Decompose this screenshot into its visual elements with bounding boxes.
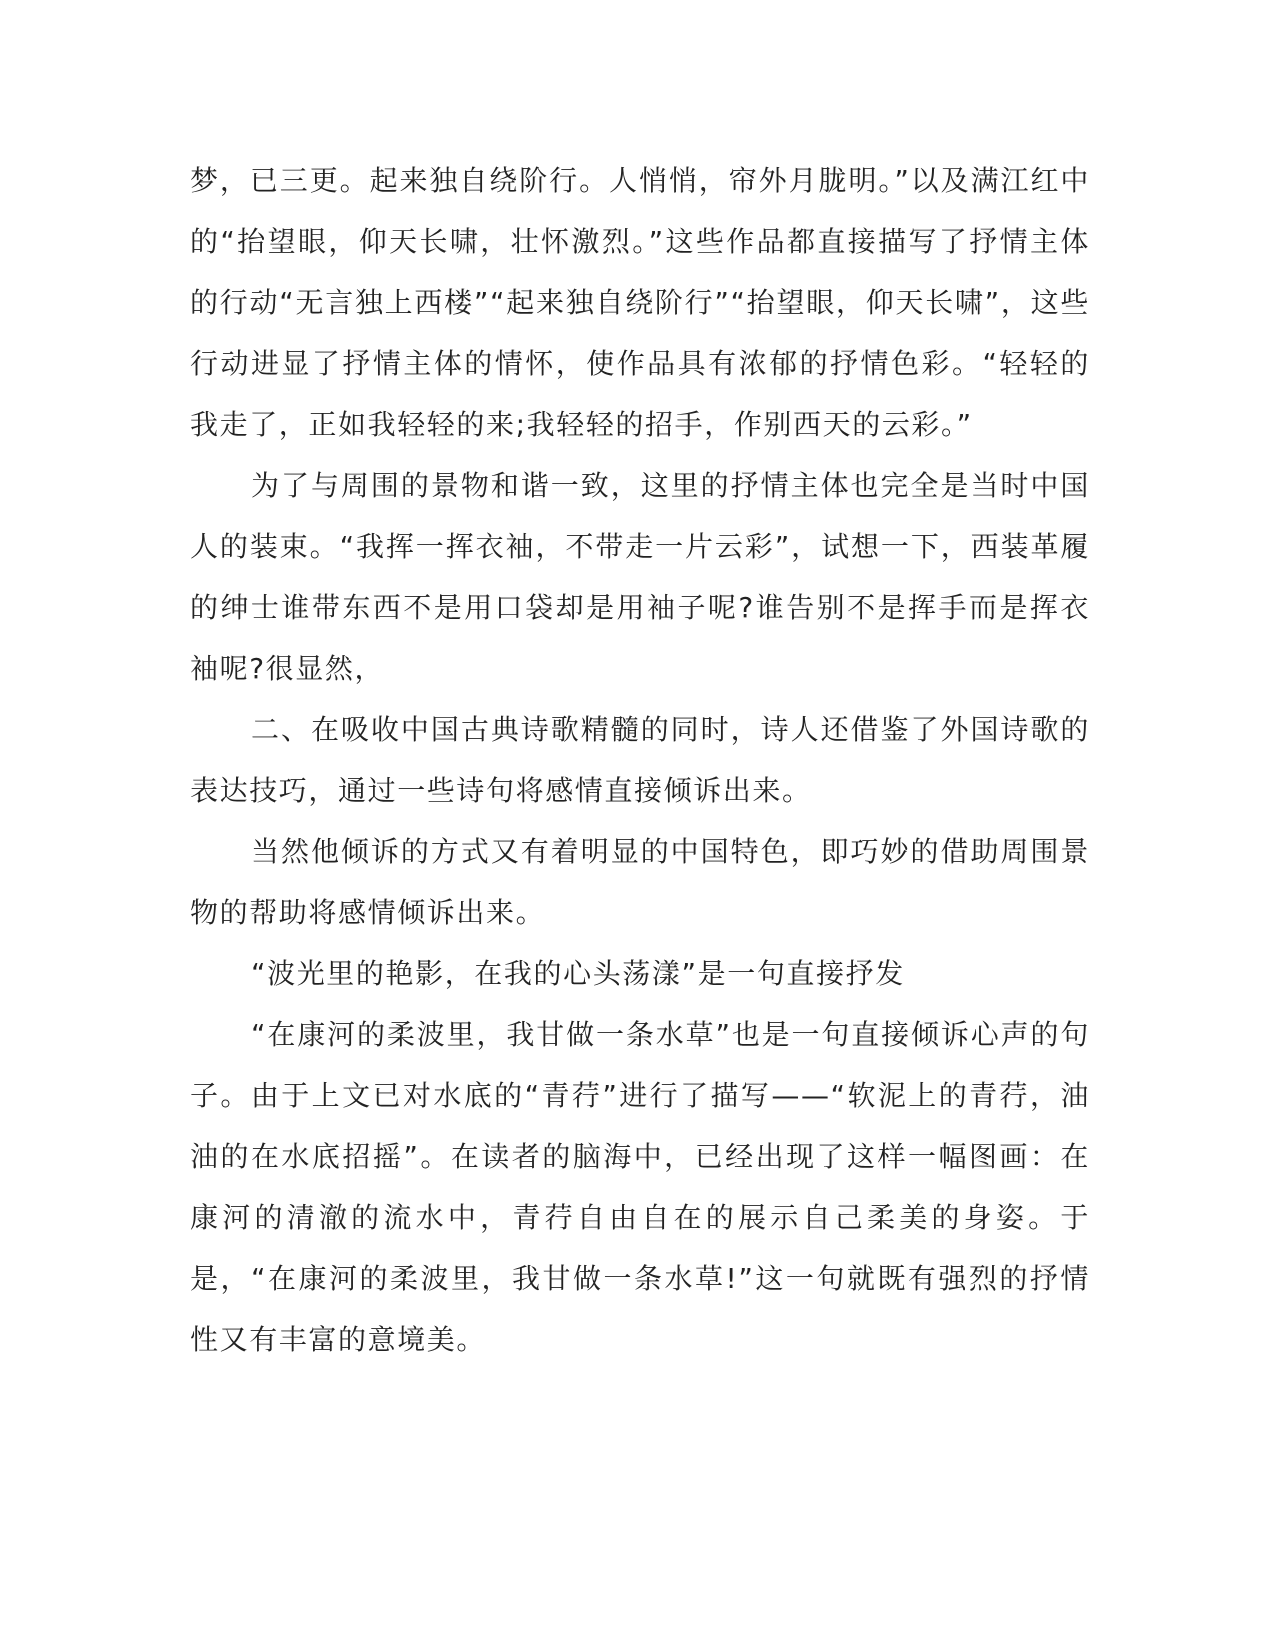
document-body (190, 150, 1090, 1370)
paragraph-3: 二、在吸收中国古典诗歌精髓的同时，诗人还借鉴了外国诗歌的表达技巧，通过一些诗句将感情直接倾诉出来。 (190, 713, 1090, 807)
paragraph-2: 为了与周围的景物和谐一致，这里的抒情主体也完全是当时中国人的装束。“我挥一挥衣袖，不带走一片云彩”，试想一下，西装革履的绅士谁带东西不是用口袋却是用袖子呢?谁告别不是挥手而是挥衣袖呢?很显然， (190, 469, 1090, 685)
paragraph-6: “在康河的柔波里，我甘做一条水草”也是一句直接倾诉心声的句子。由于上文已对水底的“青荇”进行了描写——“软泥上的青荇，油油的在水底招摇”。在读者的脑海中，已经出现了这样一幅图画：在康河的清澈的流水中，青荇自由自在的展示自己柔美的身姿。于是，“在康河的柔波里，我甘做一条水草!”这一句就既有强烈的抒情性又有丰富的意境美。 (190, 1018, 1090, 1356)
paragraph-4: 当然他倾诉的方式又有着明显的中国特色，即巧妙的借助周围景物的帮助将感情倾诉出来。 (190, 835, 1090, 929)
paragraph-1: 梦，已三更。起来独自绕阶行。人悄悄，帘外月胧明。”以及满江红中的“抬望眼，仰天长啸，壮怀激烈。”这些作品都直接描写了抒情主体的行动“无言独上西楼”“起来独自绕阶行”“抬望眼，仰天长啸”，这些行动进显了抒情主体的情怀，使作品具有浓郁的抒情色彩。“轻轻的我走了，正如我轻轻的来;我轻轻的招手，作别西天的云彩。” (190, 164, 1090, 441)
paragraph-5: “波光里的艳影，在我的心头荡漾”是一句直接抒发 (251, 957, 905, 990)
